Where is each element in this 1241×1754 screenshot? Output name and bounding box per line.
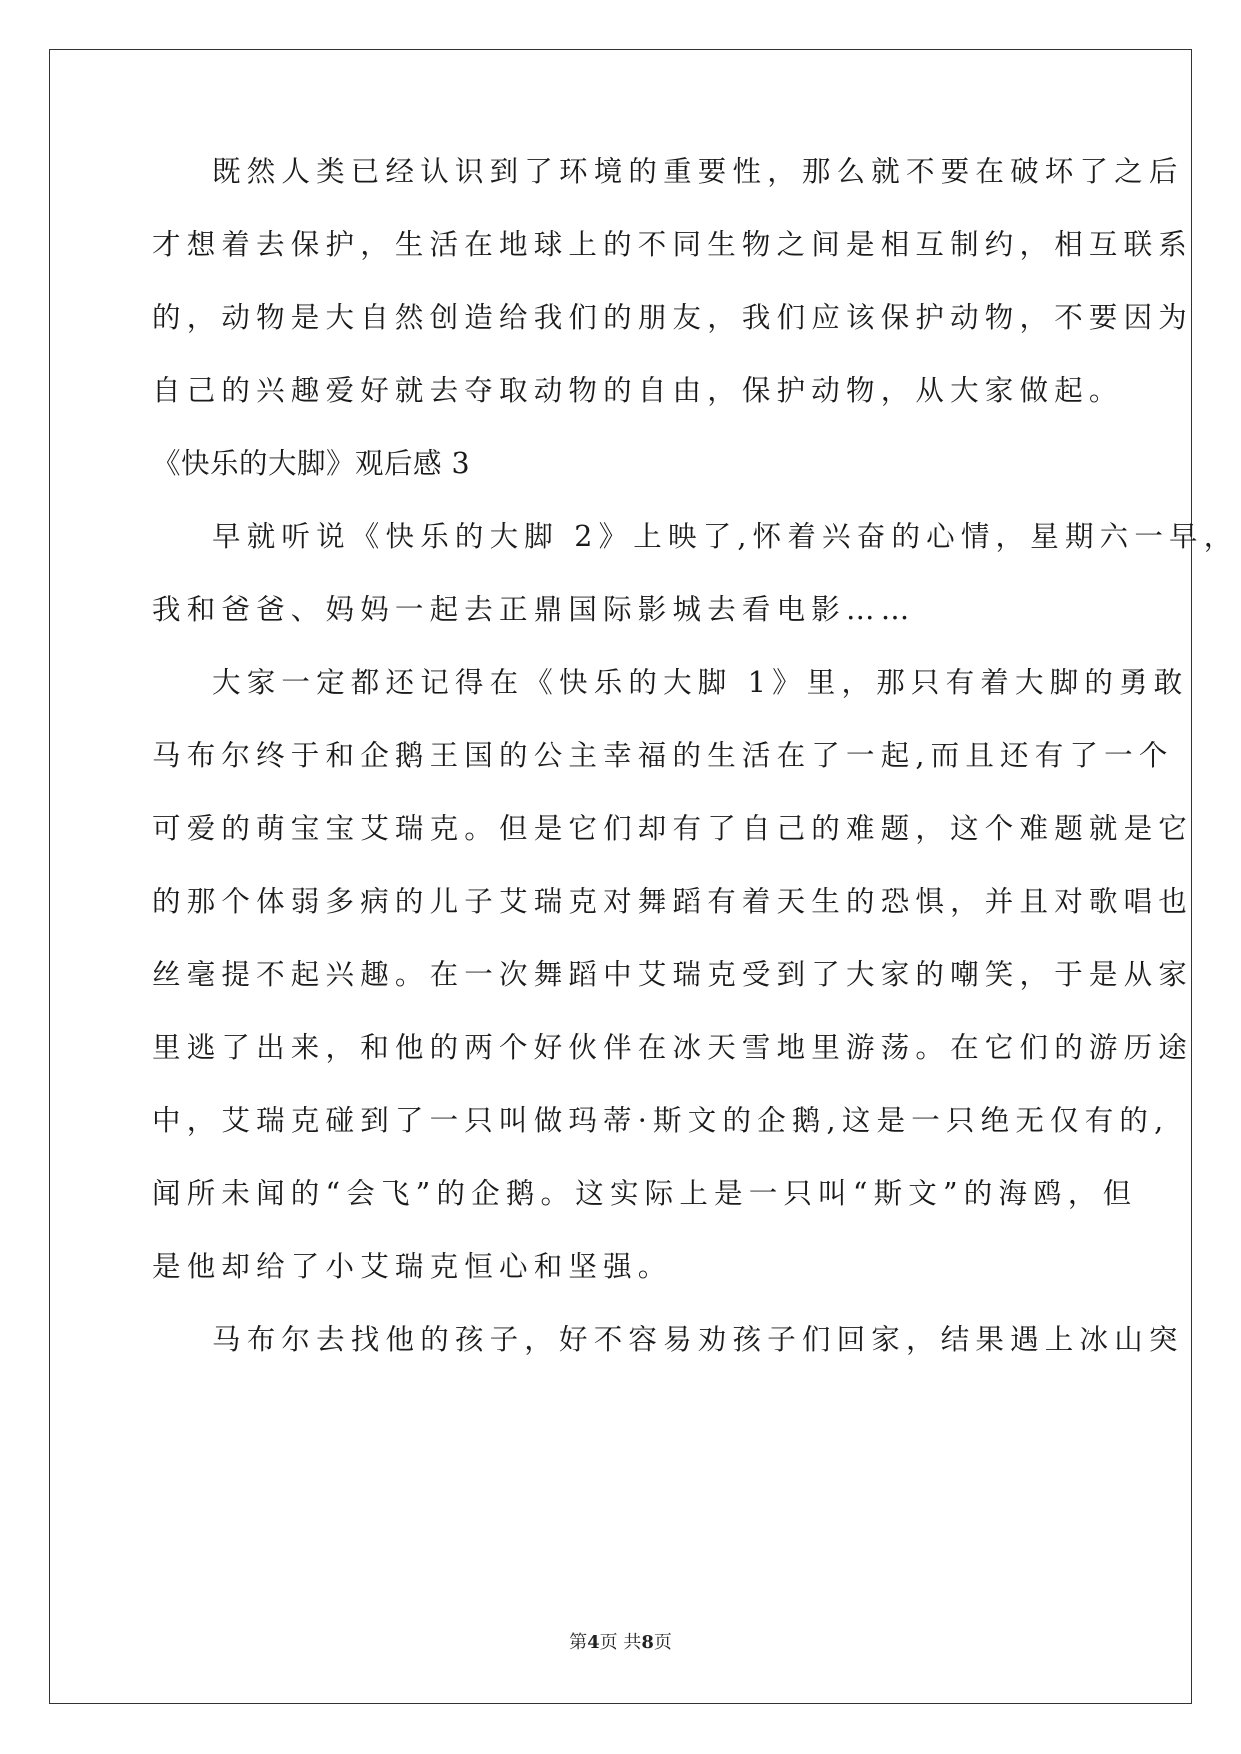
page-label-suffix: 页 bbox=[653, 1632, 672, 1653]
section-heading: 《快乐的大脚》观后感 3 bbox=[152, 447, 471, 480]
paragraph-line: 我和爸爸、妈妈一起去正鼎国际影城去看电影…… bbox=[152, 593, 916, 626]
paragraph-line: 才想着去保护，生活在地球上的不同生物之间是相互制约，相互联系 bbox=[152, 228, 1194, 261]
paragraph-line: 中，艾瑞克碰到了一只叫做玛蒂·斯文的企鹅,这是一只绝无仅有的, bbox=[152, 1104, 1170, 1137]
paragraph-line: 丝毫提不起兴趣。在一次舞蹈中艾瑞克受到了大家的嘲笑，于是从家 bbox=[152, 958, 1194, 991]
paragraph-line: 是他却给了小艾瑞克恒心和坚强。 bbox=[152, 1250, 673, 1283]
paragraph-line: 既然人类已经认识到了环境的重要性，那么就不要在破坏了之后 bbox=[212, 155, 1184, 188]
paragraph-line: 马布尔终于和企鹅王国的公主幸福的生活在了一起,而且还有了一个 bbox=[152, 739, 1174, 772]
current-page-number: 4 bbox=[587, 1632, 600, 1653]
paragraph-line: 早就听说《快乐的大脚 2》上映了,怀着兴奋的心情，星期六一早， bbox=[212, 520, 1239, 553]
paragraph-line: 里逃了出来，和他的两个好伙伴在冰天雪地里游荡。在它们的游历途 bbox=[152, 1031, 1194, 1064]
paragraph-line: 自己的兴趣爱好就去夺取动物的自由，保护动物，从大家做起。 bbox=[152, 374, 1124, 407]
paragraph-line: 的，动物是大自然创造给我们的朋友，我们应该保护动物，不要因为 bbox=[152, 301, 1194, 334]
paragraph-line: 马布尔去找他的孩子，好不容易劝孩子们回家，结果遇上冰山突 bbox=[212, 1323, 1184, 1356]
paragraph-line: 的那个体弱多病的儿子艾瑞克对舞蹈有着天生的恐惧，并且对歌唱也 bbox=[152, 885, 1194, 918]
paragraph-line: 可爱的萌宝宝艾瑞克。但是它们却有了自己的难题，这个难题就是它 bbox=[152, 812, 1194, 845]
page-label-prefix: 第 bbox=[569, 1632, 588, 1653]
total-page-number: 8 bbox=[641, 1632, 654, 1653]
page-label-mid: 页 共 bbox=[599, 1632, 642, 1653]
page-footer bbox=[0, 1628, 1241, 1654]
paragraph-line: 大家一定都还记得在《快乐的大脚 1》里，那只有着大脚的勇敢 bbox=[212, 666, 1189, 699]
paragraph-line: 闻所未闻的“会飞”的企鹅。这实际上是一只叫“斯文”的海鸥，但 bbox=[152, 1177, 1138, 1210]
